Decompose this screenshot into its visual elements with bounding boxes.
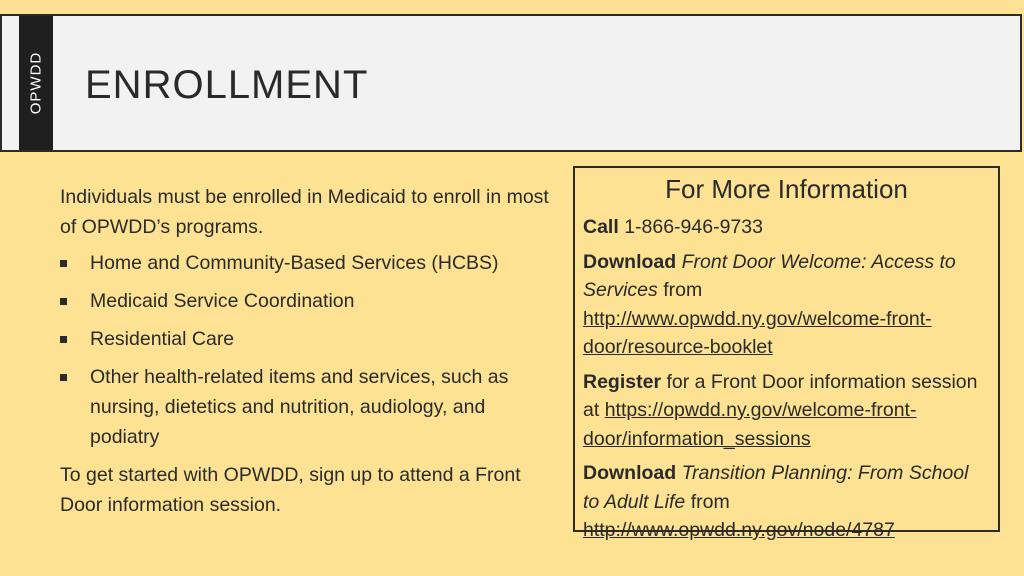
document-title: Front Door Welcome: Access to Services: [583, 250, 956, 301]
list-item-text: Residential Care: [90, 328, 235, 350]
list-item: [60, 362, 560, 452]
from-text: from: [690, 490, 730, 513]
list-item: [60, 248, 560, 278]
intro-text: Individuals must be enrolled in Medicaid to enroll in most of OPWDD’s programs.: [60, 186, 549, 238]
list-item: [60, 286, 560, 316]
document-title: Transition Planning: From School to Adult Life: [583, 462, 969, 513]
square-bullet-icon: [60, 374, 67, 381]
register-text: for a Front Door information session at: [583, 370, 978, 421]
register-line: [583, 368, 990, 454]
outro-text: To get started with OPWDD, sign up to attend a Front Door information session.: [60, 464, 521, 516]
side-tab-label: OPWDD: [27, 51, 45, 115]
download-label: Download: [583, 250, 677, 273]
list-item-text: Home and Community-Based Services (HCBS): [90, 252, 499, 274]
download-transition-line: [583, 459, 990, 545]
enrollment-content: [60, 182, 560, 520]
square-bullet-icon: [60, 336, 67, 343]
phone-number[interactable]: 1-866-946-9733: [624, 216, 763, 238]
slide-header: [0, 14, 1022, 152]
program-list: [60, 248, 560, 452]
side-tab: [19, 16, 53, 150]
square-bullet-icon: [60, 298, 67, 305]
call-line: [583, 213, 990, 242]
transition-planning-link[interactable]: http://www.opwdd.ny.gov/node/4787: [583, 519, 895, 541]
info-title: For More Information: [665, 174, 908, 204]
download-welcome-line: [583, 248, 990, 362]
register-label: Register: [583, 370, 662, 393]
resource-booklet-link[interactable]: http://www.opwdd.ny.gov/welcome-front-door/resource-booklet: [583, 307, 932, 358]
information-sessions-link[interactable]: https://opwdd.ny.gov/welcome-front-door/information_sessions: [583, 399, 917, 450]
square-bullet-icon: [60, 260, 67, 267]
page-title: ENROLLMENT: [85, 63, 369, 107]
list-item-text: Other health-related items and services, such as nursing, dietetics and nutrition, audiology, and podiatry: [90, 366, 509, 448]
more-info-box: [573, 166, 1000, 541]
list-item-text: Medicaid Service Coordination: [90, 290, 355, 312]
list-item: [60, 324, 560, 354]
call-label: Call: [583, 216, 619, 238]
download-label: Download: [583, 462, 677, 484]
from-text: from: [663, 279, 703, 301]
